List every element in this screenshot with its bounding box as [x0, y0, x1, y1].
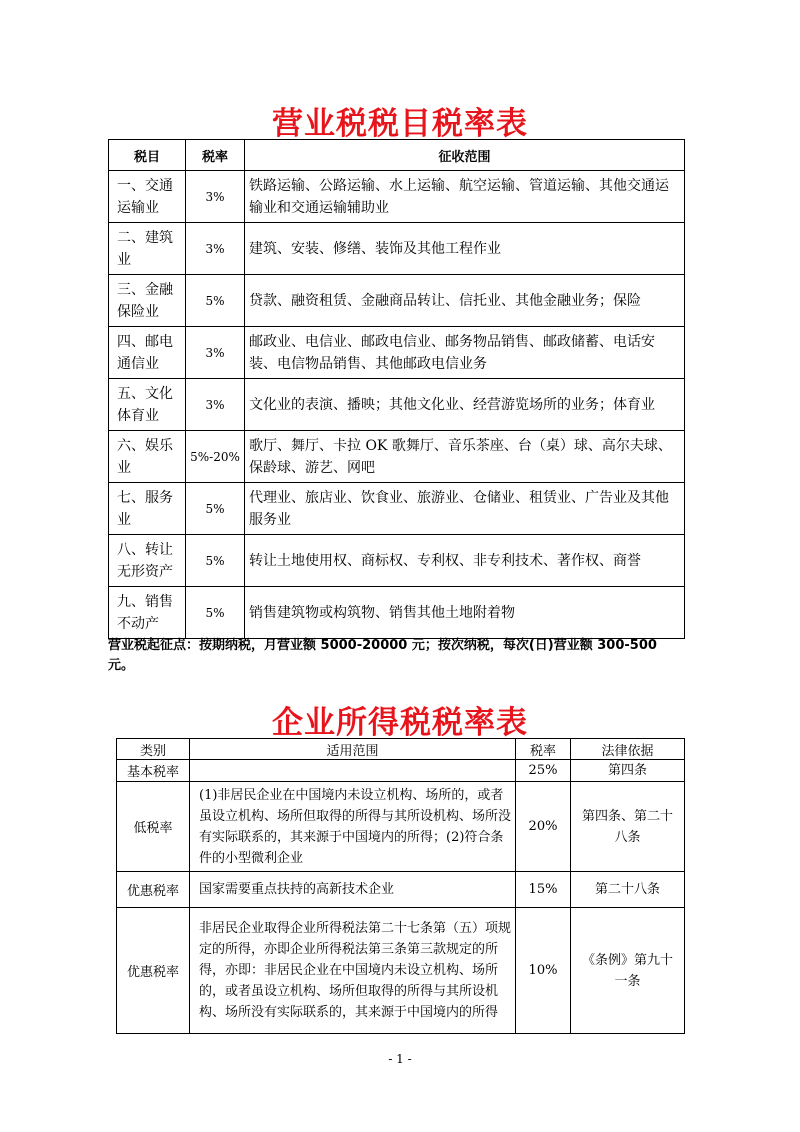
tax-rate: 3% [186, 379, 245, 431]
rate-category: 优惠税率 [117, 908, 190, 1034]
rate-value: 15% [516, 872, 571, 908]
table-row [109, 535, 685, 587]
header-scope: 征收范围 [245, 140, 685, 171]
rate-scope: 国家需要重点扶持的高新技术企业 [190, 872, 516, 908]
tax-rate: 3% [186, 223, 245, 275]
table-row [117, 872, 685, 908]
tax-scope: 代理业、旅店业、饮食业、旅游业、仓储业、租赁业、广告业及其他服务业 [245, 483, 685, 535]
tax-item: 四、邮电通信业 [109, 327, 186, 379]
rate-value: 25% [516, 760, 571, 782]
tax-item: 七、服务业 [109, 483, 186, 535]
tax-item: 五、文化体育业 [109, 379, 186, 431]
tax-item: 二、建筑业 [109, 223, 186, 275]
tax-rate: 5%-20% [186, 431, 245, 483]
rate-scope: 非居民企业取得企业所得税法第二十七条第（五）项规定的所得，亦即企业所得税法第三条第三款规定的所得，亦即：非居民企业在中国境内未设立机构、场所的，或者虽设立机构、场所但取得的所得与其所设机构、场所没有实际联系的，其来源于中国境内的所得 [190, 908, 516, 1034]
page-number: - 1 - [388, 1052, 412, 1066]
income-tax-title: 企业所得税税率表 [272, 705, 528, 741]
rate-scope [190, 760, 516, 782]
rate-basis: 第四条、第二十八条 [571, 782, 685, 872]
rate-basis: 第二十八条 [571, 872, 685, 908]
tax-scope: 邮政业、电信业、邮政电信业、邮务物品销售、邮政储蓄、电话安装、电信物品销售、其他邮政电信业务 [245, 327, 685, 379]
tax-rate: 3% [186, 327, 245, 379]
tax-scope: 建筑、安装、修缮、装饰及其他工程作业 [245, 223, 685, 275]
table-header-row [109, 140, 685, 171]
table-row [109, 171, 685, 223]
tax-scope: 铁路运输、公路运输、水上运输、航空运输、管道运输、其他交通运输业和交通运输辅助业 [245, 171, 685, 223]
table-row [109, 587, 685, 639]
header-scope: 适用范围 [190, 739, 516, 760]
business-tax-title: 营业税税目税率表 [272, 106, 528, 142]
business-tax-table [108, 139, 685, 639]
rate-basis: 《条例》第九十一条 [571, 908, 685, 1034]
rate-category: 基本税率 [117, 760, 190, 782]
rate-basis: 第四条 [571, 760, 685, 782]
tax-item: 六、娱乐业 [109, 431, 186, 483]
table-row [109, 327, 685, 379]
header-item: 税目 [109, 140, 186, 171]
table-row [117, 760, 685, 782]
tax-item: 九、销售不动产 [109, 587, 186, 639]
rate-scope: (1)非居民企业在中国境内未设立机构、场所的，或者虽设立机构、场所但取得的所得与其所设机构、场所没有实际联系的，其来源于中国境内的所得；(2)符合条件的小型微利企业 [190, 782, 516, 872]
tax-rate: 5% [186, 275, 245, 327]
tax-rate: 5% [186, 535, 245, 587]
header-rate: 税率 [516, 739, 571, 760]
business-tax-threshold-note: 营业税起征点：按期纳税，月营业额 5000-20000 元；按次纳税，每次(日)营业额 300-500 元。 [108, 638, 657, 673]
tax-scope: 歌厅、舞厅、卡拉 OK 歌舞厅、音乐茶座、台（桌）球、高尔夫球、保龄球、游艺、网吧 [245, 431, 685, 483]
table-row [109, 223, 685, 275]
tax-rate: 5% [186, 587, 245, 639]
table-header-row [117, 739, 685, 760]
rate-category: 低税率 [117, 782, 190, 872]
table-row [117, 782, 685, 872]
income-tax-table [116, 738, 685, 1034]
rate-category: 优惠税率 [117, 872, 190, 908]
header-rate: 税率 [186, 140, 245, 171]
tax-scope: 销售建筑物或构筑物、销售其他土地附着物 [245, 587, 685, 639]
table-row [109, 431, 685, 483]
tax-rate: 5% [186, 483, 245, 535]
tax-item: 三、金融保险业 [109, 275, 186, 327]
header-basis: 法律依据 [571, 739, 685, 760]
table-row [109, 275, 685, 327]
header-category: 类别 [117, 739, 190, 760]
tax-item: 八、转让无形资产 [109, 535, 186, 587]
tax-scope: 转让土地使用权、商标权、专利权、非专利技术、著作权、商誉 [245, 535, 685, 587]
tax-scope: 文化业的表演、播映；其他文化业、经营游览场所的业务；体育业 [245, 379, 685, 431]
table-row [109, 483, 685, 535]
table-row [109, 379, 685, 431]
tax-scope: 贷款、融资租赁、金融商品转让、信托业、其他金融业务；保险 [245, 275, 685, 327]
tax-rate: 3% [186, 171, 245, 223]
tax-item: 一、交通运输业 [109, 171, 186, 223]
rate-value: 10% [516, 908, 571, 1034]
rate-value: 20% [516, 782, 571, 872]
table-row [117, 908, 685, 1034]
